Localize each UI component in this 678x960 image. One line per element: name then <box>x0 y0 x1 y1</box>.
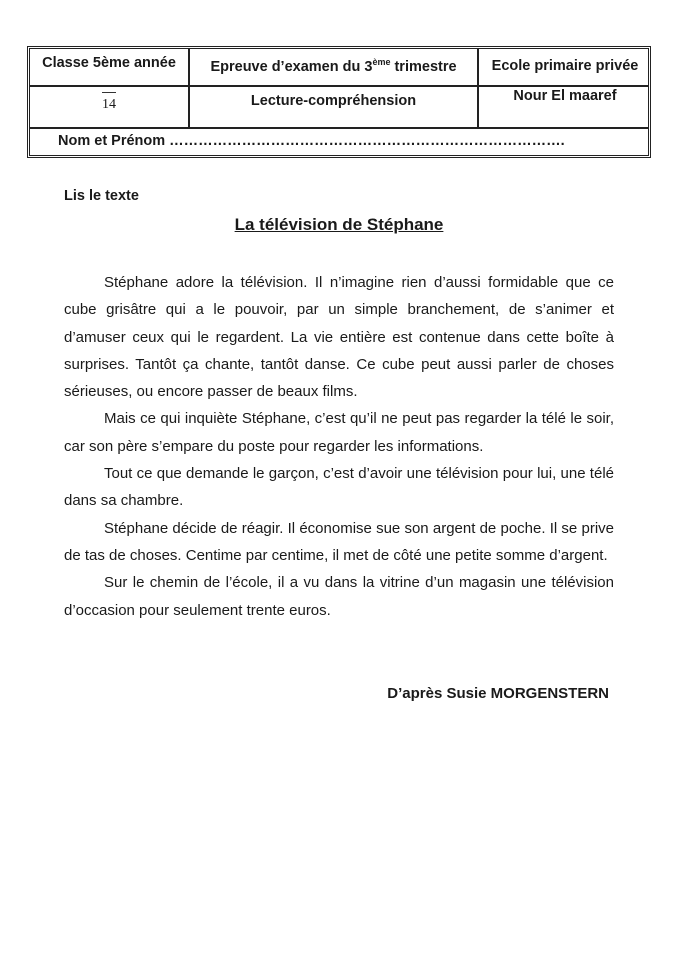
instruction: Lis le texte <box>64 188 139 204</box>
name-field: Nom et Prénom ………………………………………………………………………. <box>58 133 565 149</box>
exam-header-table <box>27 46 651 158</box>
exam-label-sup: ème <box>372 57 391 67</box>
reading-text <box>64 269 614 624</box>
exam-label <box>190 49 477 85</box>
paragraph: Mais ce qui inquiète Stéphane, c’est qu’il ne peut pas regarder la télé le soir, car son père s’empare du poste pour regarder les informations. <box>64 410 614 455</box>
text-title: La télévision de Stéphane <box>234 215 444 234</box>
subject-label: Lecture-compréhension <box>250 93 417 109</box>
exam-label-trimestre: trimestre <box>390 58 457 75</box>
author-credit: D’après Susie MORGENSTERN <box>387 685 609 702</box>
score-box <box>30 85 188 127</box>
school-name-line2: Nour El maaref <box>513 88 617 104</box>
paragraph: Tout ce que demande le garçon, c’est d’avoir une télévision pour lui, une télé dans sa chambre. <box>64 465 614 510</box>
paragraph: Stéphane décide de réagir. Il économise sue son argent de poche. Il se prive de tas de choses. Centime par centime, il met de côté une petite somme d’argent. <box>64 519 614 564</box>
paragraph: Sur le chemin de l’école, il a vu dans la vitrine d’un magasin une télévision d’occasion pour seulement trente euros. <box>64 574 614 619</box>
class-label: Classe 5ème année <box>42 55 176 71</box>
exam-label-text: Epreuve d’examen du 3 <box>210 58 373 75</box>
paragraph: Stéphane adore la télévision. Il n’imagine rien d’aussi formidable que ce cube grisâtre qui a le pouvoir, par un simple branchement, de s’animer et d’amuser ceux qui le regardent. La vie entière est contenue dans cette boîte à surprises. Tantôt ça chante, tantôt danse. Ce cube peut aussi parler de choses sérieuses, ou encore passer de beaux films. <box>64 274 614 401</box>
school-name-line1: Ecole primaire privée <box>491 58 639 74</box>
score-total: 14 <box>102 97 116 112</box>
